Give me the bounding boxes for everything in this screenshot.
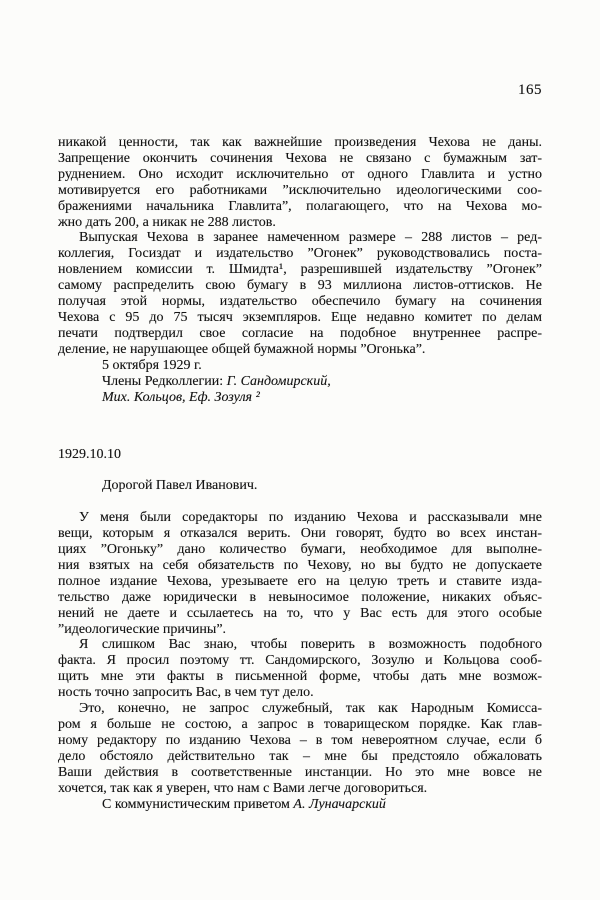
text-line: бражениями начальника Главлита”, полагающего, что на Чехова мо- [58,198,542,214]
text-line: деление, не нарушающее общей бумажной нормы ”Огонька”. [58,341,426,357]
signatories-label: Члены Редколлегии: [102,373,227,389]
paragraph [58,510,542,637]
signatory-name: Г. Сандомирский, [226,373,331,389]
salutation: Дорогой Павел Иванович. [102,478,258,494]
text-line: руднением. Оно исходит исключительно от одного Главлита и устно [58,166,542,182]
signatories-line-2: Мих. Кольцов, Еф. Зозуля ² [102,389,260,405]
text-block [58,135,542,812]
paragraph [58,230,542,357]
text-line: самому распределить свою бумагу в 93 миллиона листов-оттисков. Не [58,278,542,294]
closing-signature: А. Луначарский [293,796,386,812]
text-line: печати подтвердил свое согласие на подобное внутреннее распре- [58,325,542,341]
text-line: хочется, так как я уверен, что нам с Вами легче договориться. [58,780,428,796]
text-line: полное издание Чехова, урезываете его на целую треть и ставите изда- [58,573,542,589]
closing-line [58,797,542,813]
text-line: жно дать 200, а никак не 288 листов. [58,214,276,230]
paragraph-continuation [58,135,542,230]
text-line: щить мне эти факты в письменной форме, чтобы дать мне возмож- [58,669,542,685]
paragraph [58,637,542,701]
text-line: коллегия, Госиздат и издательство ”Огонек” руководствовались поста- [58,246,542,262]
text-line: Запрещение окончить сочинения Чехова не связано с бумажным зат- [58,150,542,166]
page-number: 165 [518,82,542,98]
closing-phrase: С коммунистическим приветом [102,796,294,812]
text-line: мотивируется его работниками ”исключительно идеологическими соо- [58,182,542,198]
text-line: ”идеологические причины”. [58,621,227,637]
text-line: Выпуская Чехова в заранее намеченном размере – 288 листов – ред- [79,230,542,246]
text-line: получая этой нормы, издательство обеспечило бумагу на сочинения [58,294,542,310]
text-line: циях ”Огоньку” дано количество бумаги, необходимое для выполне- [58,542,542,558]
text-line: никакой ценности, так как важнейшие произведения Чехова не даны. [58,135,542,150]
paragraph [58,701,542,796]
text-line: новлением комиссии т. Шмидта¹, разрешившей издательству ”Огонек” [58,262,542,278]
text-line: Это, конечно, не запрос служебный, так как Народным Комисса- [79,701,542,717]
text-line: ность точно запросить Вас, в чем тут дело. [58,685,314,701]
text-line: У меня были соредакторы по изданию Чехова и рассказывали мне [79,510,542,526]
text-line: факта. Я просил поэтому тт. Сандомирского, Зозулю и Кольцова сооб- [58,653,542,669]
text-line: дело обстояло действительно так – мне бы предстояло обжаловать [58,748,542,764]
text-line: Я слишком Вас знаю, чтобы поверить в возможность подобного [79,637,542,653]
text-line: вещи, которым я отказался верить. Они говорят, будто во всех инстан- [58,526,542,542]
text-line: Ваши действия в соответственные инстанции. Но это мне вовсе не [58,764,542,780]
text-line: тельство даже юридически в невыносимое положение, никаких объяс- [58,589,542,605]
text-line: нений не даете и ссылаетесь на то, что у Вас есть для этого особые [58,605,542,621]
text-line: Чехова с 95 до 75 тысяч экземпляров. Еще недавно комитет по делам [58,309,542,325]
text-line: ному редактору по изданию Чехова – в том невероятном случае, если б [58,732,542,748]
signatories-line-1 [58,374,542,390]
letter-date-heading: 1929.10.10 [58,447,121,463]
text-line: ром я больше не состою, а запрос в товарищеском порядке. Как глав- [58,717,542,732]
text-line: ния взятых на себя обязательств по Чехову, но вы будто не допускаете [58,557,542,573]
document-date-line: 5 октября 1929 г. [102,357,202,373]
